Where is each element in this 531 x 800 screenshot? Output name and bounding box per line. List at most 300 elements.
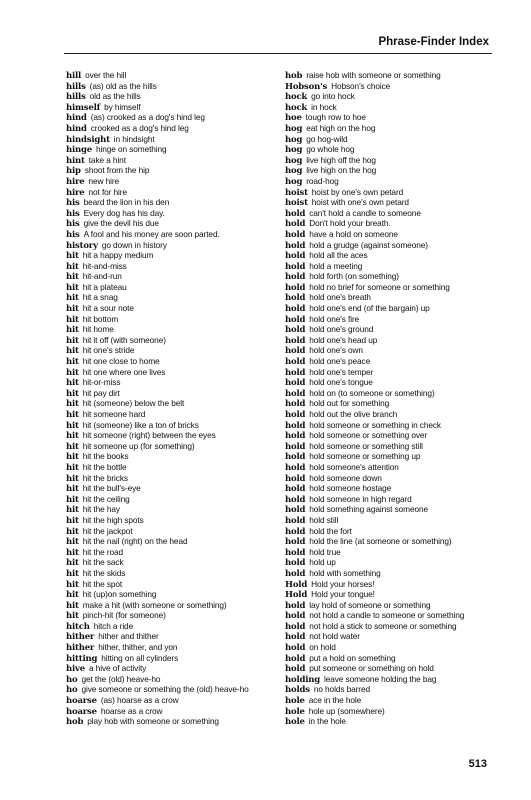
entry-phrase: in hindsight — [113, 133, 155, 144]
index-entry — [285, 144, 500, 155]
index-entry — [66, 388, 281, 399]
entry-headword: hold — [285, 272, 306, 282]
entry-phrase: hit the road — [82, 546, 124, 557]
entry-phrase: no holds barred — [313, 684, 370, 695]
index-entry — [285, 526, 500, 537]
entry-phrase: hit someone up (for something) — [82, 440, 195, 451]
entry-headword: Hold — [285, 579, 308, 590]
entry-phrase: road-hog — [306, 175, 339, 186]
entry-phrase: eat high on the hog — [306, 122, 376, 133]
entry-headword: hold — [285, 515, 306, 526]
index-entry — [66, 642, 281, 653]
entry-headword: hold — [285, 261, 306, 272]
entry-headword: hit — [66, 282, 79, 293]
index-entry — [285, 91, 500, 102]
entry-phrase: A fool and his money are soon parted. — [83, 228, 220, 239]
index-entry — [285, 303, 500, 314]
entry-headword: hills — [66, 92, 86, 102]
entry-headword: hindsight — [66, 134, 110, 145]
entry-phrase: hit one's stride — [82, 345, 135, 356]
entry-headword: hog — [285, 134, 303, 145]
index-entry — [285, 155, 500, 166]
entry-phrase: leave someone holding the bag — [323, 673, 437, 684]
entry-phrase: hold something against someone — [309, 504, 429, 515]
entry-headword: hitch — [66, 621, 90, 632]
entry-phrase: hit someone (right) between the eyes — [82, 430, 216, 441]
index-entry — [66, 716, 281, 727]
index-entry — [66, 589, 281, 600]
entry-headword: hold — [285, 664, 306, 674]
index-entry — [285, 695, 500, 706]
entry-phrase: hold someone down — [309, 472, 382, 483]
entry-phrase: hold someone hostage — [309, 483, 392, 494]
entry-headword: hold — [285, 653, 306, 664]
entry-phrase: hoist by one's own petard — [311, 186, 404, 197]
index-entry — [285, 335, 500, 346]
entry-phrase: not hold water — [309, 631, 360, 642]
entry-phrase: not hold a stick to someone or something — [309, 620, 457, 631]
entry-phrase: hit the bricks — [82, 472, 128, 483]
index-entry — [285, 388, 500, 399]
entry-headword: hold — [285, 494, 306, 505]
entry-headword: hit — [66, 462, 79, 473]
entry-phrase: hit (up)on something — [82, 589, 157, 600]
index-entry — [285, 642, 500, 653]
entry-phrase: play hob with someone or something — [87, 716, 219, 727]
entry-headword: hit — [66, 452, 79, 462]
entry-phrase: hither, thither, and yon — [98, 642, 178, 653]
index-entry — [66, 70, 281, 81]
index-entry — [285, 70, 500, 81]
entry-phrase: crooked as a dog's hind leg — [90, 122, 189, 133]
entry-phrase: hold on (to someone or something) — [309, 387, 435, 398]
entry-headword: hold — [285, 282, 306, 293]
entry-phrase: hit one where one lives — [82, 366, 166, 377]
entry-phrase: (as) crooked as a dog's hind leg — [90, 112, 205, 123]
entry-phrase: hit one close to home — [82, 356, 160, 367]
index-column-right — [285, 70, 500, 727]
entry-phrase: hit pay dirt — [82, 387, 120, 398]
index-entry — [285, 557, 500, 568]
entry-headword: hog — [285, 123, 303, 134]
index-entry — [66, 631, 281, 642]
index-entry — [66, 134, 281, 145]
entry-phrase: hit the skids — [82, 567, 126, 578]
entry-headword: hit — [66, 547, 79, 558]
entry-headword: hold — [285, 335, 306, 346]
entry-phrase: hit (someone) like a ton of bricks — [82, 419, 199, 430]
index-entry — [66, 144, 281, 155]
index-entry — [285, 473, 500, 484]
entry-phrase: hold forth (on something) — [309, 271, 399, 282]
entry-headword: hills — [66, 81, 86, 92]
index-entry — [66, 123, 281, 134]
entry-headword: Hold — [285, 590, 308, 600]
entry-headword: hit — [66, 357, 79, 367]
entry-phrase: hit the hay — [82, 504, 120, 515]
entry-headword: hold — [285, 505, 306, 515]
index-entry — [285, 409, 500, 420]
index-entry — [66, 102, 281, 113]
entry-headword: hold — [285, 399, 306, 409]
index-entry — [66, 536, 281, 547]
entry-headword: hold — [285, 367, 306, 378]
entry-phrase: live high on the hog — [306, 165, 377, 176]
entry-phrase: hoist with one's own petard — [311, 197, 409, 208]
entry-headword: hold — [285, 537, 306, 547]
entry-headword: hill — [66, 71, 82, 81]
entry-headword: hire — [66, 176, 85, 187]
entry-phrase: ace in the hole — [308, 695, 362, 706]
entry-phrase: on hold — [309, 642, 336, 653]
entry-phrase: hit the bottle — [82, 461, 127, 472]
index-entry — [285, 240, 500, 251]
index-entry — [66, 112, 281, 123]
index-entry — [66, 335, 281, 346]
index-entry — [66, 218, 281, 229]
entry-headword: Hobson's — [285, 81, 328, 92]
entry-headword: hold — [285, 208, 306, 219]
entry-phrase: Hold your horses! — [311, 578, 375, 589]
index-entry — [285, 123, 500, 134]
index-entry — [285, 420, 500, 431]
entry-phrase: hitch a ride — [93, 620, 134, 631]
entry-phrase: in hock — [311, 101, 337, 112]
entry-headword: hind — [66, 113, 87, 123]
entry-phrase: hit bottom — [82, 313, 119, 324]
index-entry — [285, 536, 500, 547]
entry-phrase: hold all the aces — [309, 250, 368, 261]
entry-phrase: hold still — [309, 514, 339, 525]
index-entry — [285, 568, 500, 579]
index-column-left — [66, 70, 281, 727]
index-entry — [66, 600, 281, 611]
entry-phrase: go whole hog — [306, 144, 355, 155]
entry-headword: hold — [285, 484, 306, 494]
entry-headword: hit — [66, 558, 79, 568]
entry-headword: hold — [285, 632, 306, 643]
entry-headword: hock — [285, 92, 308, 102]
index-entry — [66, 483, 281, 494]
index-entry — [66, 91, 281, 102]
index-entry — [285, 261, 500, 272]
index-entry — [66, 155, 281, 166]
entry-phrase: go hog-wild — [306, 133, 348, 144]
index-entry — [66, 674, 281, 685]
index-entry — [66, 420, 281, 431]
entry-headword: hit — [66, 367, 79, 378]
entry-headword: hit — [66, 515, 79, 526]
index-entry — [66, 240, 281, 251]
index-entry — [66, 292, 281, 303]
index-entry — [285, 494, 500, 505]
entry-headword: hog — [285, 176, 303, 187]
entry-headword: hit — [66, 272, 79, 282]
index-entry — [285, 165, 500, 176]
entry-phrase: hold someone in high regard — [309, 493, 412, 504]
entry-headword: ho — [66, 685, 78, 696]
index-entry — [66, 684, 281, 695]
index-entry — [285, 716, 500, 727]
entry-phrase: (as) old as the hills — [89, 80, 157, 91]
index-entry — [66, 208, 281, 219]
entry-phrase: hit the bull's-eye — [82, 483, 141, 494]
index-entry — [66, 706, 281, 717]
index-entry — [285, 589, 500, 600]
entry-phrase: hold the line (at someone or something) — [309, 536, 452, 547]
index-entry — [66, 271, 281, 282]
entry-headword: hold — [285, 346, 306, 357]
entry-headword: holding — [285, 674, 320, 685]
index-entry — [285, 324, 500, 335]
entry-headword: hog — [285, 155, 303, 166]
entry-headword: hit — [66, 431, 79, 441]
entry-headword: hold — [285, 293, 306, 304]
index-entry — [66, 451, 281, 462]
index-entry — [285, 134, 500, 145]
index-entry — [66, 695, 281, 706]
entry-phrase: hold out the olive branch — [309, 409, 398, 419]
entry-headword: hit — [66, 314, 79, 325]
index-entry — [285, 271, 500, 282]
entry-headword: hold — [285, 611, 306, 621]
entry-phrase: hit-and-miss — [82, 260, 127, 271]
index-entry — [285, 292, 500, 303]
entry-phrase: get the (old) heave-ho — [81, 673, 161, 684]
entry-headword: hire — [66, 187, 85, 198]
entry-headword: hock — [285, 102, 308, 113]
entry-phrase: shoot from the hip — [84, 165, 150, 176]
entry-phrase: hoarse as a crow — [100, 705, 163, 716]
entry-headword: hit — [66, 579, 79, 590]
entry-phrase: pinch-hit (for someone) — [82, 610, 166, 621]
index-entry — [66, 663, 281, 674]
index-entry — [285, 187, 500, 198]
entry-headword: hit — [66, 346, 79, 357]
entry-headword: hit — [66, 420, 79, 431]
entry-phrase: hold one's peace — [309, 356, 371, 367]
entry-phrase: hold someone or something up — [309, 451, 421, 462]
entry-phrase: hit the jackpot — [82, 525, 133, 536]
entry-phrase: hold someone or something over — [309, 430, 428, 441]
entry-headword: his — [66, 198, 80, 208]
entry-headword: hold — [285, 240, 306, 251]
entry-headword: hither — [66, 643, 95, 653]
entry-headword: hit — [66, 505, 79, 515]
index-entry — [66, 473, 281, 484]
entry-headword: hind — [66, 123, 87, 134]
entry-phrase: give someone or something the (old) heave-ho — [81, 684, 249, 695]
index-entry — [285, 356, 500, 367]
index-entry — [285, 176, 500, 187]
index-entry — [66, 621, 281, 632]
entry-headword: hit — [66, 325, 79, 335]
entry-headword: hitting — [66, 653, 98, 664]
entry-headword: hoe — [285, 113, 302, 123]
entry-phrase: hold one's temper — [309, 366, 374, 377]
entry-headword: hold — [285, 547, 306, 558]
entry-headword: hob — [66, 717, 84, 727]
index-entry — [285, 367, 500, 378]
index-entry — [285, 282, 500, 293]
index-entry — [66, 367, 281, 378]
index-entry — [285, 451, 500, 462]
index-entry — [285, 377, 500, 388]
entry-headword: hold — [285, 558, 306, 568]
entry-phrase: hold with something — [309, 567, 381, 578]
entry-phrase: hitting on all cylinders — [101, 652, 179, 663]
index-entry — [66, 462, 281, 473]
entry-headword: hold — [285, 643, 306, 653]
index-entry — [285, 197, 500, 208]
entry-phrase: put a hold on something — [309, 652, 396, 663]
entry-phrase: hit the nail (right) on the head — [82, 536, 188, 547]
index-entry — [66, 547, 281, 558]
entry-headword: his — [66, 229, 80, 240]
index-entry — [66, 557, 281, 568]
index-entry — [285, 579, 500, 590]
entry-headword: ho — [66, 674, 78, 685]
entry-headword: hit — [66, 304, 79, 314]
page-number: 513 — [468, 758, 487, 770]
entry-phrase: in the hole — [308, 716, 346, 727]
index-entry — [66, 526, 281, 537]
entry-phrase: hit a happy medium — [82, 250, 154, 261]
entry-phrase: hit (someone) below the belt — [82, 398, 185, 409]
entry-phrase: hold a meeting — [309, 260, 363, 271]
entry-phrase: hit home — [82, 324, 114, 335]
entry-headword: hold — [285, 410, 306, 420]
index-entry — [285, 314, 500, 325]
entry-phrase: hit it off (with someone) — [82, 334, 166, 345]
index-entry — [285, 250, 500, 261]
entry-phrase: hole up (somewhere) — [308, 705, 385, 716]
index-entry — [285, 515, 500, 526]
entry-phrase: hold one's ground — [309, 324, 374, 335]
index-entry — [285, 398, 500, 409]
index-entry — [285, 684, 500, 695]
entry-phrase: hold the fort — [309, 525, 352, 536]
entry-headword: hold — [285, 378, 306, 388]
index-entry — [285, 547, 500, 558]
index-entry — [66, 579, 281, 590]
index-entry — [66, 324, 281, 335]
entry-headword: hog — [285, 166, 303, 176]
entry-headword: hit — [66, 399, 79, 409]
entry-headword: hold — [285, 251, 306, 261]
index-entry — [66, 356, 281, 367]
entry-headword: hoarse — [66, 696, 97, 706]
entry-headword: hoist — [285, 187, 308, 198]
entry-headword: hit — [66, 378, 79, 388]
entry-headword: hold — [285, 304, 306, 314]
entry-phrase: new hire — [88, 175, 120, 186]
entry-phrase: put someone or something on hold — [309, 663, 434, 674]
index-entry — [66, 197, 281, 208]
entry-phrase: hit the ceiling — [82, 493, 130, 504]
entry-headword: his — [66, 219, 80, 229]
entry-headword: hold — [285, 388, 306, 399]
index-entry — [66, 303, 281, 314]
index-entry — [285, 229, 500, 240]
entry-headword: hold — [285, 621, 306, 632]
entry-phrase: hit-or-miss — [82, 377, 121, 388]
entry-headword: hit — [66, 335, 79, 346]
entry-phrase: hold someone or something in check — [309, 419, 441, 430]
entry-phrase: make a hit (with someone or something) — [82, 599, 227, 610]
index-entry — [285, 441, 500, 452]
entry-phrase: can't hold a candle to someone — [309, 207, 421, 218]
entry-phrase: hold one's own — [309, 345, 363, 356]
index-entry — [285, 218, 500, 229]
entry-phrase: hit a sour note — [82, 303, 134, 314]
running-header: Phrase-Finder Index — [378, 36, 489, 48]
entry-headword: hip — [66, 166, 81, 176]
entry-headword: hit — [66, 494, 79, 505]
entry-phrase: not hold a candle to someone or something — [309, 610, 465, 621]
entry-phrase: hit the high spots — [82, 514, 144, 525]
entry-phrase: hit a plateau — [82, 281, 127, 292]
entry-phrase: Don't hold your breath. — [309, 218, 391, 229]
entry-phrase: (as) hoarse as a crow — [100, 695, 179, 706]
entry-phrase: Hold your tongue! — [311, 589, 375, 600]
entry-headword: hold — [285, 229, 306, 240]
entry-headword: hit — [66, 526, 79, 537]
entry-phrase: hit someone hard — [82, 409, 146, 419]
index-entry — [285, 208, 500, 219]
entry-phrase: hold someone or something still — [309, 440, 423, 451]
index-entry — [285, 663, 500, 674]
entry-phrase: hold true — [309, 546, 341, 557]
index-entry — [66, 409, 281, 420]
entry-phrase: take a hint — [88, 154, 126, 165]
index-entry — [66, 81, 281, 92]
entry-headword: his — [66, 208, 80, 219]
entry-phrase: over the hill — [85, 70, 127, 80]
entry-phrase: hold one's fire — [309, 313, 360, 324]
index-entry — [285, 483, 500, 494]
entry-phrase: tough row to hoe — [305, 112, 366, 123]
index-entry — [66, 345, 281, 356]
entry-headword: hit — [66, 251, 79, 261]
index-entry — [66, 504, 281, 515]
entry-phrase: lay hold of someone or something — [309, 599, 431, 610]
entry-phrase: hit the books — [82, 451, 129, 462]
index-entry — [66, 176, 281, 187]
entry-headword: hoarse — [66, 706, 97, 717]
entry-headword: hole — [285, 717, 305, 727]
entry-phrase: go into hock — [311, 91, 355, 102]
index-entry — [66, 515, 281, 526]
index-entry — [66, 494, 281, 505]
index-entry — [285, 81, 500, 92]
entry-headword: holds — [285, 685, 310, 696]
entry-headword: hold — [285, 600, 306, 611]
index-entry — [285, 674, 500, 685]
entry-phrase: hold no brief for someone or something — [309, 281, 450, 292]
entry-phrase: hinge on something — [95, 144, 167, 155]
index-entry — [285, 430, 500, 441]
entry-phrase: go down in history — [101, 239, 167, 250]
index-entry — [66, 165, 281, 176]
entry-headword: hit — [66, 473, 79, 484]
index-entry — [285, 600, 500, 611]
entry-headword: hold — [285, 219, 306, 229]
index-entry — [66, 187, 281, 198]
entry-headword: hold — [285, 314, 306, 325]
index-entry — [66, 441, 281, 452]
entry-headword: hit — [66, 611, 79, 621]
